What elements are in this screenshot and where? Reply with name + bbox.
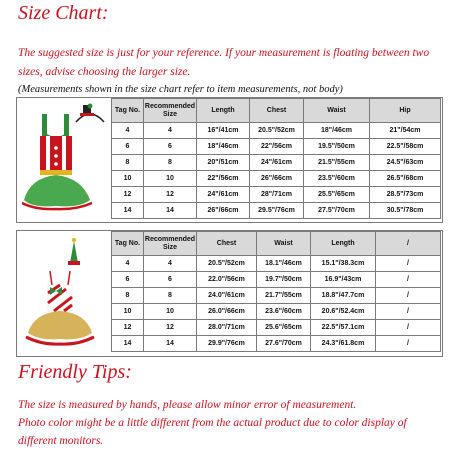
col-header: / bbox=[376, 232, 441, 256]
table-cell: 23.5"/60cm bbox=[304, 171, 370, 187]
table-cell: / bbox=[376, 320, 441, 336]
table-cell: 26"/66cm bbox=[250, 171, 304, 187]
table-cell: 21.7"/55cm bbox=[257, 288, 311, 304]
table-cell: 26"/66cm bbox=[197, 203, 250, 219]
table-cell: 19.7"/50cm bbox=[257, 272, 311, 288]
table-cell: 29.5"/76cm bbox=[250, 203, 304, 219]
table-cell: 14 bbox=[144, 203, 197, 219]
col-header: Chest bbox=[197, 232, 257, 256]
table-cell: 25.5"/65cm bbox=[304, 187, 370, 203]
table-cell: / bbox=[376, 288, 441, 304]
table-cell: 18.8"/47.7cm bbox=[311, 288, 376, 304]
tip-2: Photo color might be a little different from the actual product due to color display of bbox=[18, 417, 407, 429]
table-row bbox=[112, 256, 441, 272]
table-cell: 14 bbox=[144, 336, 197, 352]
leotard-tutu-image bbox=[20, 100, 110, 218]
table-cell: 18"/46cm bbox=[304, 123, 370, 139]
table-cell: 6 bbox=[112, 139, 144, 155]
table-cell: 24"/61cm bbox=[197, 187, 250, 203]
table-row bbox=[112, 320, 441, 336]
table-cell: 4 bbox=[112, 123, 144, 139]
table-cell: 22"/56cm bbox=[197, 171, 250, 187]
table-cell: 14 bbox=[112, 336, 144, 352]
size-chart-title: Size Chart: bbox=[18, 2, 109, 24]
tip-3: different monitors. bbox=[18, 435, 104, 447]
table-cell: 28.5"/73cm bbox=[370, 187, 441, 203]
tip-1: The size is measured by hands, please allow minor error of measurement. bbox=[18, 399, 357, 411]
table-row bbox=[112, 272, 441, 288]
table-cell: 21.5"/55cm bbox=[304, 155, 370, 171]
table-cell: 10 bbox=[144, 304, 197, 320]
table-cell: 12 bbox=[112, 187, 144, 203]
table-cell: 24"/61cm bbox=[250, 155, 304, 171]
table-cell: 27.5"/70cm bbox=[304, 203, 370, 219]
col-header: Length bbox=[311, 232, 376, 256]
table-cell: 29.9"/76cm bbox=[197, 336, 257, 352]
table-cell: 16.9"/43cm bbox=[311, 272, 376, 288]
table-cell: 20.5"/52cm bbox=[250, 123, 304, 139]
table-cell: 24.0"/61cm bbox=[197, 288, 257, 304]
table-row bbox=[112, 123, 441, 139]
col-header: Waist bbox=[304, 99, 370, 123]
table-cell: 12 bbox=[112, 320, 144, 336]
table-cell: 19.5"/50cm bbox=[304, 139, 370, 155]
table1-header-row bbox=[112, 99, 441, 123]
table-cell: 4 bbox=[144, 256, 197, 272]
table-cell: 26.5"/68cm bbox=[370, 171, 441, 187]
table-cell: / bbox=[376, 336, 441, 352]
table-cell: 20.6"/52.4cm bbox=[311, 304, 376, 320]
candy-cane-dress-image bbox=[20, 233, 110, 351]
table-row bbox=[112, 155, 441, 171]
table-row bbox=[112, 288, 441, 304]
measurement-note: (Measurements shown in the size chart refer to item measurements, not body) bbox=[18, 84, 343, 95]
table-cell: 8 bbox=[112, 155, 144, 171]
size-table-2 bbox=[111, 231, 441, 352]
table-cell: 23.6"/60cm bbox=[257, 304, 311, 320]
table-cell: 28"/71cm bbox=[250, 187, 304, 203]
table-cell: 20"/51cm bbox=[197, 155, 250, 171]
table-cell: 8 bbox=[144, 288, 197, 304]
table-cell: 20.5"/52cm bbox=[197, 256, 257, 272]
table-cell: 8 bbox=[144, 155, 197, 171]
col-header: Hip bbox=[370, 99, 441, 123]
table-row bbox=[112, 187, 441, 203]
table-cell: / bbox=[376, 304, 441, 320]
table-cell: 22.5"/57.1cm bbox=[311, 320, 376, 336]
table-cell: 6 bbox=[144, 272, 197, 288]
friendly-tips-title: Friendly Tips: bbox=[18, 361, 132, 383]
table-cell: 22"/56cm bbox=[250, 139, 304, 155]
size-note: The suggested size is just for your reference. If your measurement is floating between two sizes, advise choosing the larger size. bbox=[18, 47, 430, 78]
table-row bbox=[112, 203, 441, 219]
table-cell: 18.1"/46cm bbox=[257, 256, 311, 272]
table-cell: 12 bbox=[144, 187, 197, 203]
table-cell: 14 bbox=[112, 203, 144, 219]
table-cell: 4 bbox=[112, 256, 144, 272]
col-header: Chest bbox=[250, 99, 304, 123]
table-cell: 10 bbox=[112, 171, 144, 187]
size-table-1 bbox=[111, 98, 441, 219]
col-header: Waist bbox=[257, 232, 311, 256]
table-cell: 25.6"/65cm bbox=[257, 320, 311, 336]
table-cell: 12 bbox=[144, 320, 197, 336]
table-row bbox=[112, 304, 441, 320]
table-cell: 26.0"/66cm bbox=[197, 304, 257, 320]
table-row bbox=[112, 336, 441, 352]
col-header: Recommended Size bbox=[144, 99, 197, 123]
table-cell: 10 bbox=[112, 304, 144, 320]
table-cell: 6 bbox=[112, 272, 144, 288]
table-cell: 10 bbox=[144, 171, 197, 187]
table-row bbox=[112, 139, 441, 155]
table-cell: 6 bbox=[144, 139, 197, 155]
col-header: Length bbox=[197, 99, 250, 123]
elf-hat-icon bbox=[70, 241, 78, 263]
table-cell: 22.5"/58cm bbox=[370, 139, 441, 155]
table-cell: 27.6"/70cm bbox=[257, 336, 311, 352]
table-cell: 8 bbox=[112, 288, 144, 304]
table-cell: 30.5"/78cm bbox=[370, 203, 441, 219]
table-row bbox=[112, 171, 441, 187]
table-cell: 15.1"/38.3cm bbox=[311, 256, 376, 272]
col-header: Recommended Size bbox=[144, 232, 197, 256]
col-header: Tag No. bbox=[112, 99, 144, 123]
table-cell: 24.3"/61.8cm bbox=[311, 336, 376, 352]
table-cell: 21"/54cm bbox=[370, 123, 441, 139]
col-header: Tag No. bbox=[112, 232, 144, 256]
table-cell: / bbox=[376, 256, 441, 272]
table2-header-row bbox=[112, 232, 441, 256]
table-cell: / bbox=[376, 272, 441, 288]
table-cell: 4 bbox=[144, 123, 197, 139]
table-cell: 24.5"/63cm bbox=[370, 155, 441, 171]
table-cell: 16"/41cm bbox=[197, 123, 250, 139]
table-cell: 22.0"/56cm bbox=[197, 272, 257, 288]
table-cell: 18"/46cm bbox=[197, 139, 250, 155]
table-cell: 28.0"/71cm bbox=[197, 320, 257, 336]
